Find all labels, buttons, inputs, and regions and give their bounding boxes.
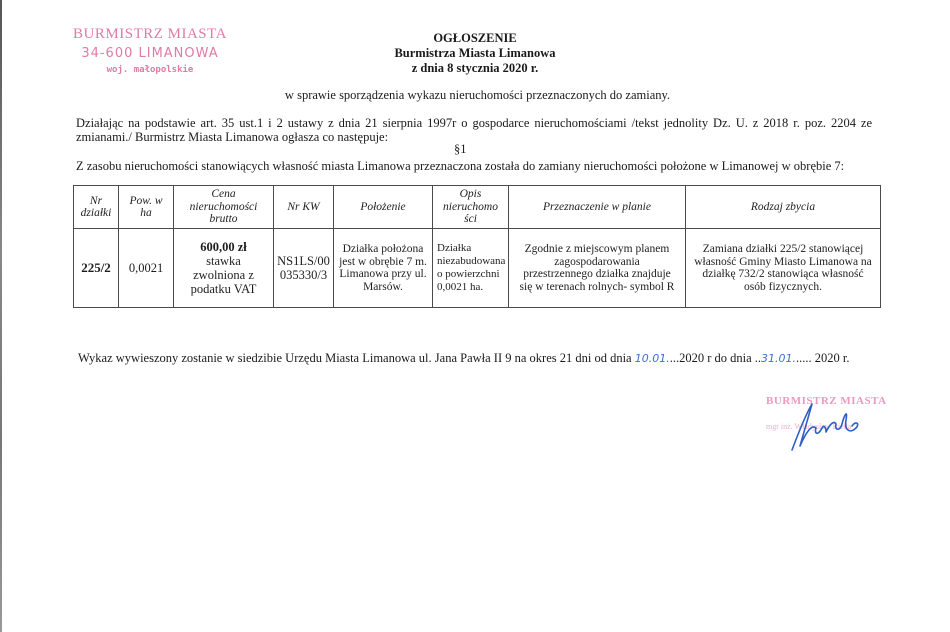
document-issuer: Burmistrza Miasta Limanowa [394, 46, 556, 60]
posting-notice [78, 351, 850, 366]
office-stamp [70, 27, 230, 75]
cena-note: stawka zwolniona z podatku VAT [190, 254, 257, 296]
document-date: z dnia 8 stycznia 2020 r. [411, 61, 539, 75]
cell-cena [174, 229, 274, 308]
document-subtitle [0, 88, 950, 103]
col-header-nr-dzialki: Nr działki [74, 186, 119, 229]
subtitle-text: w sprawie sporządzenia wykazu nieruchomości przeznaczonych do zamiany. [284, 88, 671, 102]
handwritten-date-from: 10.01. [634, 352, 670, 365]
cell-nr-kw: NS1LS/00035330/3 [274, 229, 334, 308]
cell-rodzaj-zbycia: Zamiana działki 225/2 stanowiącej własność Gminy Miasto Limanowa na działkę 732/2 stanowiąca własność osób fizycznych. [686, 229, 881, 308]
col-header-nr-kw: Nr KW [274, 186, 334, 229]
notice-text-middle: ...2020 r do dnia .. [669, 351, 762, 365]
stamp-line-2: 34-600 LIMANOWA [81, 46, 219, 61]
cena-amount: 600,00 zł [200, 240, 247, 254]
col-header-przeznaczenie: Przeznaczenie w planie [509, 186, 686, 229]
notice-text-after: ..... 2020 r. [796, 351, 850, 365]
stamp-line-1: BURMISTRZ MIASTA [73, 26, 227, 42]
signature-stamp-line-2: mgr inż. Władysław Bieda [766, 422, 852, 431]
col-header-cena: Cena nieruchomości brutto [174, 186, 274, 229]
signature-stamp-line-1: BURMISTRZ MIASTA [766, 395, 887, 407]
document-header [330, 31, 620, 76]
col-header-pow: Pow. w ha [119, 186, 174, 229]
stamp-line-3: woj. małopolskie [106, 65, 194, 75]
cell-pow: 0,0021 [119, 229, 174, 308]
legal-basis-paragraph: Działając na podstawie art. 35 ust.1 i 2 ustawy z dnia 21 sierpnia 1997r o gospodarce nieruchomościami /tekst jednolity Dz. U. z 2018 r. poz. 2204 ze zmianami./ Burmistrz Miasta Limanowa ogłasza co następuje: [76, 116, 872, 144]
table-header-row [74, 186, 881, 229]
cell-polozenie: Działka położona jest w obrębie 7 m. Limanowa przy ul. Marsów. [334, 229, 433, 308]
section-mark: §1 [454, 142, 467, 156]
cell-nr-dzialki: 225/2 [74, 229, 119, 308]
document-title: OGŁOSZENIE [433, 31, 517, 45]
handwritten-date-to: 31.01. [761, 352, 797, 365]
col-header-rodzaj-zbycia: Rodzaj zbycia [686, 186, 881, 229]
cell-opis: Działka niezabudowana o powierzchni 0,0021 ha. [433, 229, 509, 308]
cell-przeznaczenie: Zgodnie z miejscowym planem zagospodarowania przestrzennego działka znajduje się w terenach rolnych- symbol R [509, 229, 686, 308]
col-header-polozenie: Położenie [334, 186, 433, 229]
handwritten-signature-icon [786, 398, 866, 454]
notice-text-before: Wykaz wywieszony zostanie w siedzibie Urzędu Miasta Limanowa ul. Jana Pawła II 9 na okres 21 dni od dnia [78, 351, 635, 365]
property-table [73, 185, 881, 308]
col-header-opis: Opis nieruchomo ści [433, 186, 509, 229]
table-row [74, 229, 881, 308]
intro-text: Z zasobu nieruchomości stanowiących własność miasta Limanowa przeznaczona została do zamiany nieruchomości położone w Limanowej w obrębie 7: [76, 159, 845, 173]
